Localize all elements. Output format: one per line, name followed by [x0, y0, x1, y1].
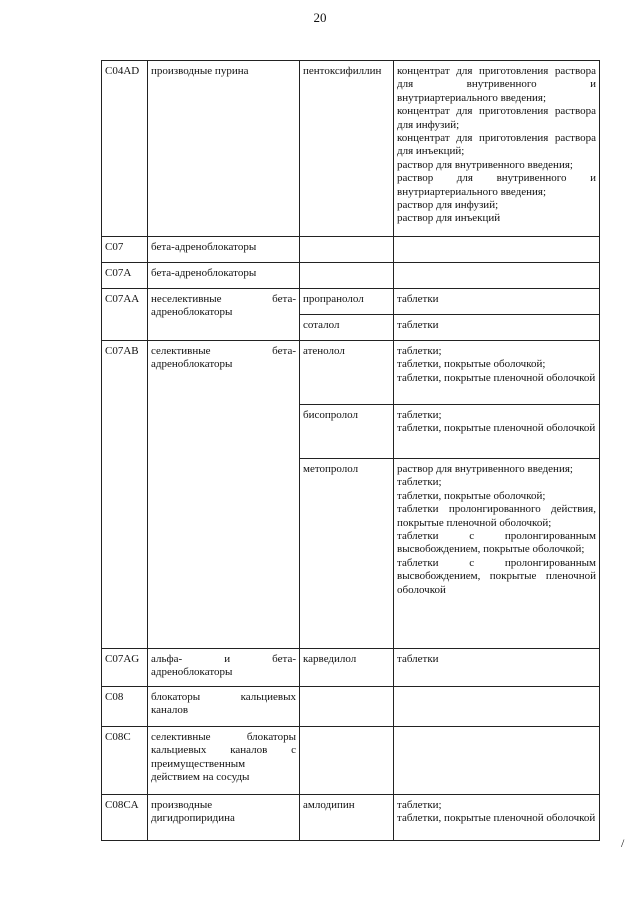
- drug-name: [300, 237, 394, 263]
- atc-group-name: селективные бета-адреноблокаторы: [148, 341, 300, 649]
- dosage-form: таблетки;: [397, 799, 442, 811]
- table-row: [102, 649, 600, 687]
- table-row: [102, 687, 600, 727]
- page-corner-mark: /: [621, 836, 625, 850]
- drug-name: атенолол: [300, 341, 394, 405]
- atc-code: C07AG: [102, 649, 148, 687]
- dosage-form: таблетки с пролонгированным высвобождением, покрытые оболочкой;: [397, 530, 596, 556]
- dosage-form: концентрат для приготовления раствора для инъекций;: [397, 132, 596, 158]
- atc-group-name: альфа- и бета-адреноблокаторы: [148, 649, 300, 687]
- dosage-form: таблетки;: [397, 345, 442, 357]
- atc-code: C04AD: [102, 61, 148, 237]
- drug-name: [300, 727, 394, 795]
- drug-name: соталол: [300, 315, 394, 341]
- table-row: [102, 237, 600, 263]
- atc-code: C07A: [102, 263, 148, 289]
- drug-name: [300, 263, 394, 289]
- atc-code: C07: [102, 237, 148, 263]
- dosage-form: концентрат для приготовления раствора для внутривенного и внутриартериального введения;: [397, 65, 596, 104]
- dosage-form: таблетки, покрытые пленочной оболочкой: [397, 422, 596, 435]
- table-row: [102, 795, 600, 841]
- atc-group-name: неселективные бета-адреноблокаторы: [148, 289, 300, 341]
- dosage-form: таблетки;: [397, 409, 442, 421]
- page-number: 20: [313, 10, 327, 25]
- dosage-form: раствор для инфузий;: [397, 199, 499, 212]
- drug-name: амлодипин: [300, 795, 394, 841]
- dosage-form: таблетки пролонгированного действия, покрытые пленочной оболочкой;: [397, 503, 596, 529]
- dosage-form: таблетки, покрытые пленочной оболочкой: [397, 371, 596, 384]
- atc-group-name: селективные блокаторы кальциевых каналов с преимущественным действием на сосуды: [148, 727, 300, 795]
- dosage-form: таблетки: [397, 653, 439, 665]
- dosage-form: таблетки, покрытые оболочкой;: [397, 358, 546, 371]
- atc-group-name: блокаторы кальциевых каналов: [148, 687, 300, 727]
- drug-name: метопролол: [300, 459, 394, 649]
- dosage-form: таблетки с пролонгированным высвобождением, покрытые пленочной оболочкой: [397, 556, 596, 596]
- dosage-forms: [394, 315, 600, 341]
- dosage-forms: [394, 61, 600, 237]
- table-row: [102, 61, 600, 237]
- dosage-form: концентрат для приготовления раствора для инфузий;: [397, 105, 596, 131]
- dosage-form: таблетки: [397, 293, 439, 305]
- dosage-forms: [394, 341, 600, 405]
- dosage-forms: [394, 459, 600, 649]
- dosage-form: таблетки, покрытые пленочной оболочкой: [397, 812, 596, 825]
- dosage-forms: [394, 649, 600, 687]
- drug-name: карведилол: [300, 649, 394, 687]
- atc-group-name: бета-адреноблокаторы: [148, 263, 300, 289]
- dosage-form: таблетки;: [397, 476, 442, 489]
- atc-group-name: производные дигидропиридина: [148, 795, 300, 841]
- dosage-forms: [394, 727, 600, 795]
- dosage-form: таблетки, покрытые оболочкой;: [397, 489, 546, 502]
- atc-code: C08C: [102, 727, 148, 795]
- drug-name: [300, 687, 394, 727]
- dosage-form: раствор для внутривенного введения;: [397, 463, 573, 475]
- dosage-forms: [394, 687, 600, 727]
- atc-group-name: производные пурина: [148, 61, 300, 237]
- drug-name: пентоксифиллин: [300, 61, 394, 237]
- dosage-forms: [394, 263, 600, 289]
- table-row: [102, 289, 600, 315]
- atc-group-name: бета-адреноблокаторы: [148, 237, 300, 263]
- table-row: [102, 341, 600, 405]
- drug-name: бисопролол: [300, 405, 394, 459]
- table-row: [102, 263, 600, 289]
- atc-code: C07AB: [102, 341, 148, 649]
- dosage-forms: [394, 405, 600, 459]
- dosage-forms: [394, 795, 600, 841]
- drug-classification-table: [101, 60, 600, 841]
- dosage-form: раствор для внутривенного и внутриартериального введения;: [397, 172, 596, 198]
- dosage-form: раствор для внутривенного введения;: [397, 158, 573, 171]
- atc-code: C07AA: [102, 289, 148, 341]
- dosage-form: таблетки: [397, 319, 439, 331]
- dosage-forms: [394, 237, 600, 263]
- table-row: [102, 727, 600, 795]
- dosage-form: раствор для инъекций: [397, 212, 501, 225]
- dosage-forms: [394, 289, 600, 315]
- atc-code: C08: [102, 687, 148, 727]
- atc-code: C08CA: [102, 795, 148, 841]
- drug-name: пропранолол: [300, 289, 394, 315]
